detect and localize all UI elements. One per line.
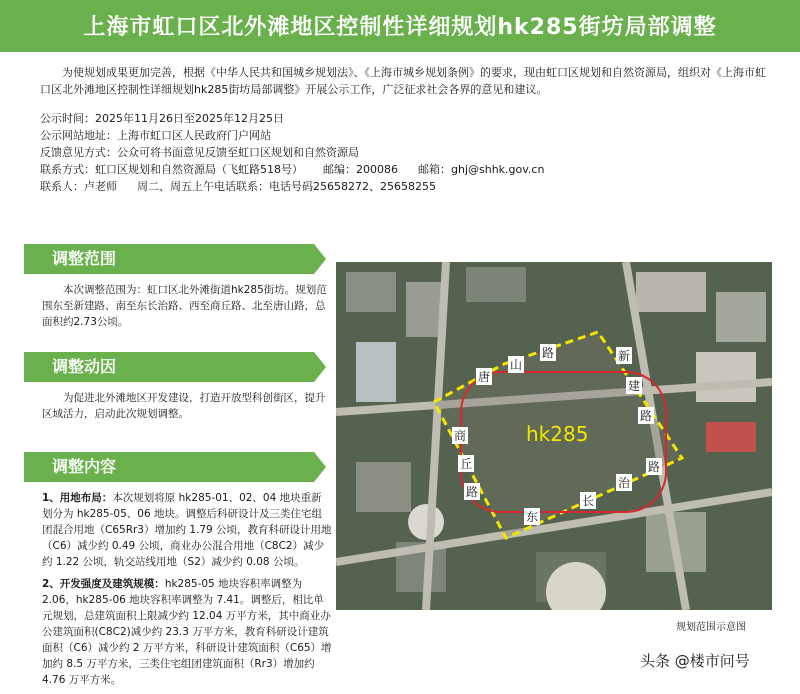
contact-person: 联系人：卢老师 [40,180,117,193]
notice-website: 公示网站地址：上海市虹口区人民政府门户网站 [40,129,271,142]
road-label-west: 商 丘 路 [454,429,479,499]
item1-title: 1、用地布局： [42,492,113,504]
section-content-body [42,490,332,694]
content-item-2 [42,576,332,688]
header-bar [0,0,800,52]
page-title: 上海市虹口区北外滩地区控制性详细规划hk285街坊局部调整 [83,15,717,40]
site-label: hk285 [526,422,589,446]
section-scope-heading: 调整范围 [24,244,314,274]
reason-text: 为促进北外滩地区开发建设，打造开放型科创街区，提升区域活力，启动此次规划调整。 [42,392,326,420]
section-content-heading: 调整内容 [24,452,314,482]
intro-block [40,64,770,195]
contact-address: 联系方式：虹口区规划和自然资源局（飞虹路518号） [40,163,303,176]
road-label-south-east: 路 治 长 东 [526,460,661,524]
contact-postcode: 邮编：200086 [323,163,398,176]
watermark: 头条 @楼市问号 [640,652,750,670]
map-caption: 规划范围示意图 [676,622,746,633]
contact-person-row [40,178,770,195]
contact-row [40,161,770,178]
contact-hours: 周二、周五上午电话联系：电话号码25658272、25658255 [137,180,436,193]
notice-time: 公示时间：2025年11月26日至2025年12月25日 [40,112,284,125]
section-reason-heading: 调整动因 [24,352,314,382]
item1-text: 本次规划将原 hk285-01、02、04 地块重新划分为 hk285-05、06 地块。调整后科研设计及三类住宅组团混合用地（C65Rr3）增加约 1.79 公顷，教育科研设计用地（C6）减少约 0.49 公顷，商业办公混合用地（C8C2）减少约 1.22 公顷，轨交站线用地（S2）减少约 0.08 公顷。 [42,492,332,568]
contact-email: 邮箱：ghj@shhk.gov.cn [418,163,545,176]
road-label-east: 新 建 路 [618,349,653,423]
road-label-north: 唐 山 路 [478,346,555,384]
site-map [336,262,772,610]
item2-title: 2、开发强度及建筑规模： [42,578,165,590]
item2-text: hk285-05 地块容积率调整为 2.06，hk285-06 地块容积率调整为 7.41。调整后，相比单元规划，总建筑面积上限减少约 12.04 万平方米，其中商业办公建筑面积(C8C2)减少约 23.3 万平方米，教育科研设计建筑面积（C6）减少约 2 万平方米，科研设计建筑面积（C65）增加约 8.5 万平方米，三类住宅组团建筑面积（Rr3）增加约 4.76 万平方米。 [42,578,332,686]
content-item-1 [42,490,332,570]
intro-paragraph: 为使规划成果更加完善，根据《中华人民共和国城乡规划法》、《上海市城乡规划条例》的要求，现由虹口区规划和自然资源局，组织对《上海市虹口区北外滩地区控制性详细规划hk285街坊局部调整》开展公示工作，广泛征求社会各界的意见和建议。 [40,66,766,96]
section-reason-body [42,390,327,422]
scope-text: 本次调整范围为：虹口区北外滩街道hk285街坊。规划范围东至新建路、南至东长治路、西至商丘路、北至唐山路，总面积约2.73公顷。 [42,284,327,328]
section-scope-body [42,282,327,330]
notice-feedback: 反馈意见方式：公众可将书面意见反馈至虹口区规划和自然资源局 [40,146,359,159]
